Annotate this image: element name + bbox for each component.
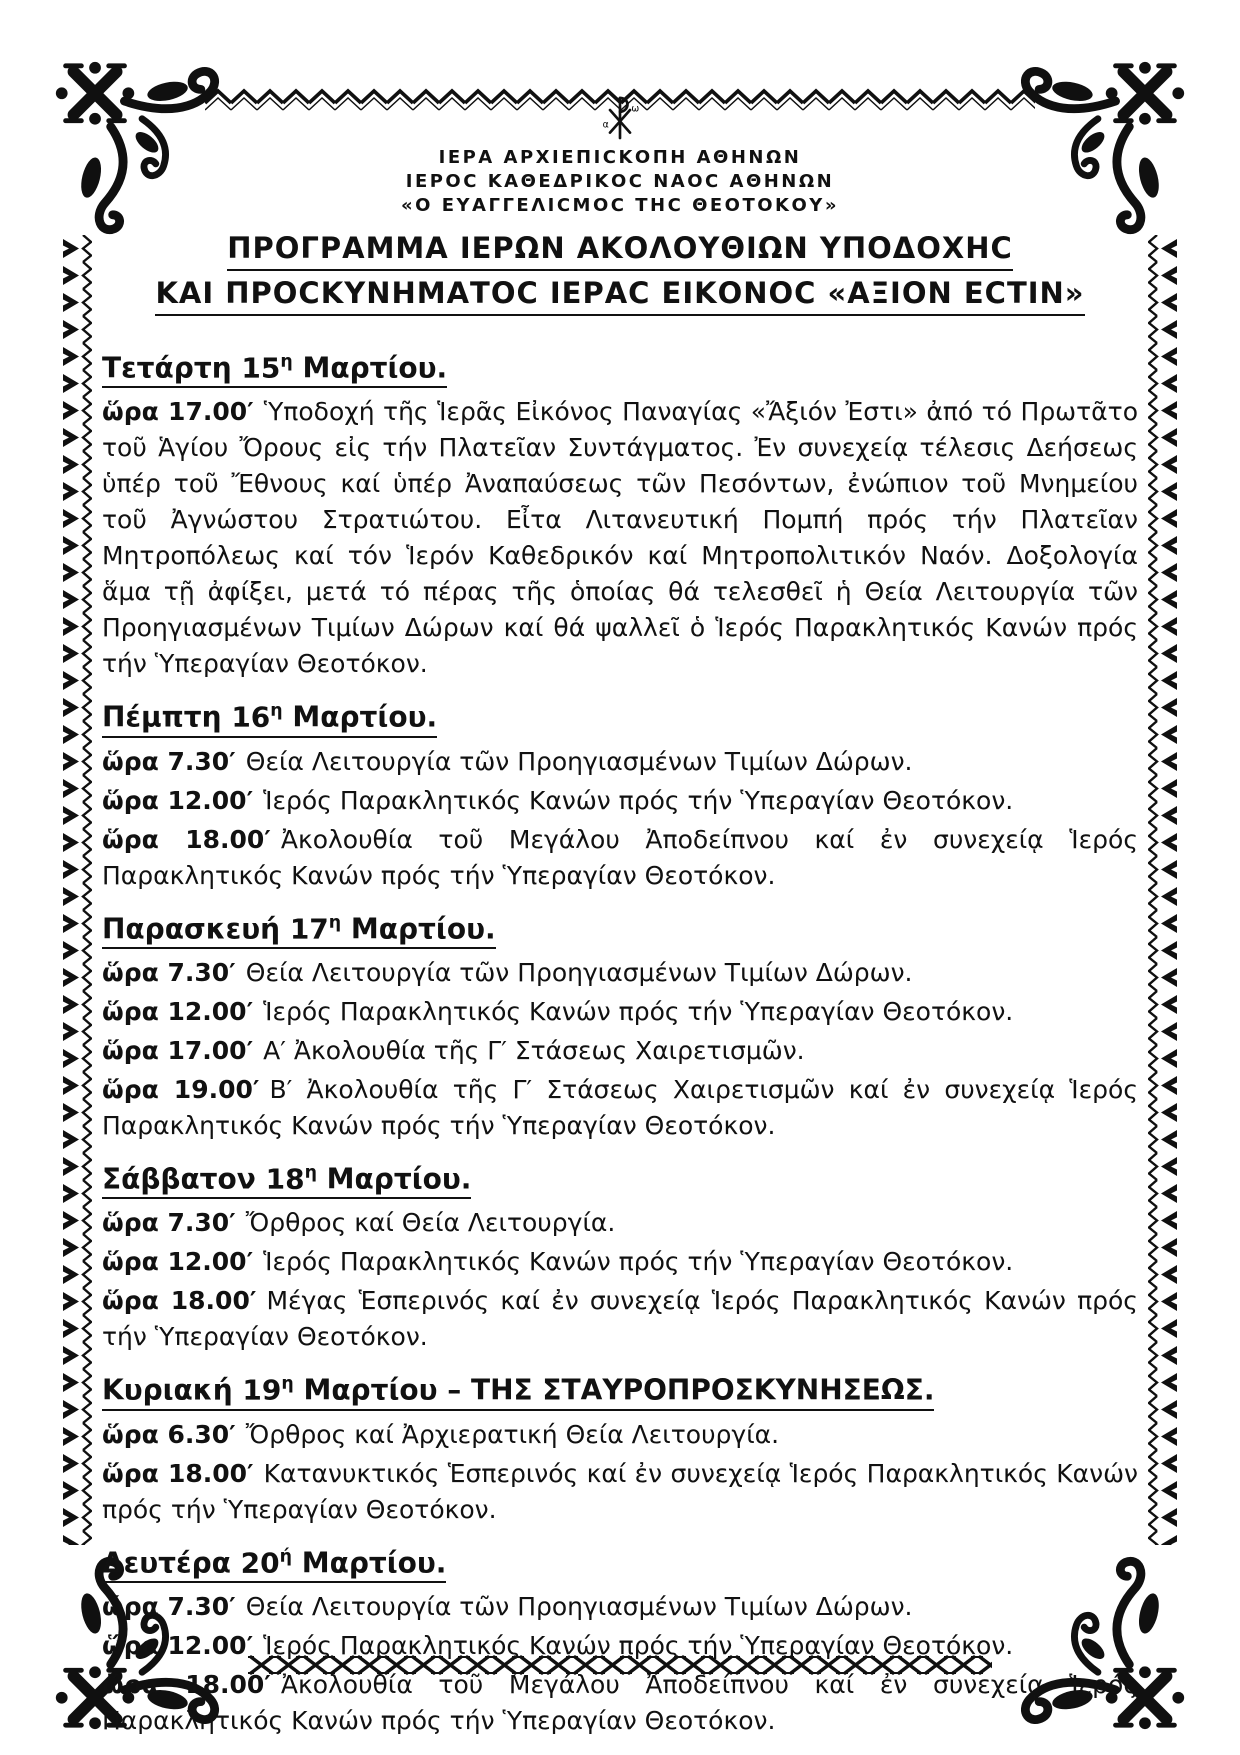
- left-chevron-border: [58, 235, 94, 1545]
- service-description: Β′ Ἀκολουθία τῆς Γ′ Στάσεως Χαιρετισμῶν καί ἐν συνεχείᾳ Ἱερός Παρακλητικός Κανών πρός τήν Ὑπεραγίαν Θεοτόκον.: [102, 1074, 1138, 1140]
- document-content: [102, 94, 1138, 1742]
- service-entry: [102, 783, 1138, 819]
- service-time: ὥρα 12.00′: [102, 1247, 254, 1277]
- schedule-body: [102, 336, 1138, 1739]
- service-time: ὥρα 17.00′: [102, 397, 254, 427]
- service-time: ὥρα 18.00′: [102, 824, 271, 854]
- service-description: Θεία Λειτουργία τῶν Προηγιασμένων Τιμίων Δώρων.: [245, 746, 913, 776]
- service-description: Θεία Λειτουργία τῶν Προηγιασμένων Τιμίων Δώρων.: [245, 1591, 913, 1621]
- service-entry: [102, 955, 1138, 991]
- title-line-2: ΚΑΙ ΠΡΟCΚΥΝΗΜΑΤΟC ΙΕΡΑC ΕΙΚΟΝΟC «ΑΞΙΟΝ ΕCΤΙΝ»: [155, 273, 1084, 316]
- service-entry: [102, 394, 1138, 682]
- service-entry: [102, 1667, 1138, 1739]
- service-description: Ἀκολουθία τοῦ Μεγάλου Ἀποδείπνου καί ἐν συνεχείᾳ Ἱερός Παρακλητικός Κανών πρός τήν Ὑπεραγίαν Θεοτόκον.: [102, 1669, 1139, 1735]
- church-name-line: «Ο ΕΥΑΓΓΕΛΙCΜΟC ΤΗC ΘΕΟΤΟΚΟΥ»: [401, 195, 839, 216]
- service-entry: [102, 1283, 1138, 1355]
- service-time: ὥρα 7.30′: [102, 1208, 236, 1238]
- service-entry: [102, 1033, 1138, 1069]
- service-description: Ὄρθρος καί Θεία Λειτουργία.: [245, 1208, 616, 1238]
- right-chevron-border: [1146, 235, 1182, 1545]
- service-time: ὥρα 12.00′: [102, 785, 254, 815]
- service-entry: [102, 1628, 1138, 1664]
- day-heading: Πέμπτη $16^\eta$ Μαρτίου.: [102, 695, 437, 737]
- service-time: ὥρα 19.00′: [102, 1074, 260, 1104]
- chi-rho-icon: [102, 94, 1138, 146]
- svg-text:α: α: [602, 119, 609, 131]
- day-section-friday-17: [102, 897, 1138, 1144]
- service-description: Ἱερός Παρακλητικός Κανών πρός τήν Ὑπεραγίαν Θεοτόκον.: [263, 1630, 1014, 1660]
- service-entry: [102, 1205, 1138, 1241]
- day-heading: Τετάρτη $15^\eta$ Μαρτίου.: [102, 346, 447, 388]
- svg-text:ω: ω: [631, 103, 640, 115]
- service-time: ὥρα 18.00′: [102, 1458, 254, 1488]
- cathedral-line: ΙΕΡΟC ΚΑΘΕΔΡΙΚΟC ΝΑΟC ΑΘΗΝΩΝ: [405, 171, 835, 192]
- service-description: Α′ Ἀκολουθία τῆς Γ′ Στάσεως Χαιρετισμῶν.: [263, 1035, 805, 1065]
- service-time: ὥρα 12.00′: [102, 996, 254, 1026]
- day-section-monday-20: [102, 1531, 1138, 1739]
- service-entry: [102, 1072, 1138, 1144]
- service-entry: [102, 822, 1138, 894]
- service-entry: [102, 744, 1138, 780]
- service-description: Ὑποδοχή τῆς Ἱερᾶς Εἰκόνος Παναγίας «Ἄξιόν Ἐστι» ἀπό τό Πρωτᾶτο τοῦ Ἁγίου Ὄρους εἰς τήν Πλατεῖαν Συντάγματος. Ἐν συνεχείᾳ τέλεσις Δεήσεως ὑπέρ τοῦ Ἔθνους καί ὑπέρ Ἀναπαύσεως τῶν Πεσόντων, ἐνώπιον τοῦ Μνημείου τοῦ Ἀγνώστου Στρατιώτου. Εἶτα Λιτανευτική Πομπή πρός τήν Πλατεῖαν Μητροπόλεως καί τόν Ἱερόν Καθεδρικόν καί Μητροπολιτικόν Ναόν. Δοξολογία ἅμα τῇ ἀφίξει, μετά τό πέρας τῆς ὁποίας θά τελεσθεῖ ἡ Θεία Λειτουργία τῶν Προηγιασμένων Τιμίων Δώρων καί θά ψαλλεῖ ὁ Ἱερός Παρακλητικός Κανών πρός τήν Ὑπεραγίαν Θεοτόκον.: [102, 397, 1138, 679]
- service-description: Θεία Λειτουργία τῶν Προηγιασμένων Τιμίων Δώρων.: [245, 957, 913, 987]
- service-description: Κατανυκτικός Ἑσπερινός καί ἐν συνεχείᾳ Ἱερός Παρακλητικός Κανών πρός τήν Ὑπεραγίαν Θεοτόκον.: [102, 1458, 1138, 1524]
- service-time: ὥρα 17.00′: [102, 1035, 254, 1065]
- service-description: Ἱερός Παρακλητικός Κανών πρός τήν Ὑπεραγίαν Θεοτόκον.: [263, 1247, 1014, 1277]
- service-entry: [102, 1417, 1138, 1453]
- service-description: Ὄρθρος καί Ἀρχιερατική Θεία Λειτουργία.: [245, 1419, 780, 1449]
- service-description: Ἀκολουθία τοῦ Μεγάλου Ἀποδείπνου καί ἐν συνεχείᾳ Ἱερός Παρακλητικός Κανών πρός τήν Ὑπεραγίαν Θεοτόκον.: [102, 824, 1139, 890]
- day-heading: Σάββατον $18^\eta$ Μαρτίου.: [102, 1157, 471, 1199]
- service-description: Μέγας Ἑσπερινός καί ἐν συνεχείᾳ Ἱερός Παρακλητικός Κανών πρός τήν Ὑπεραγίαν Θεοτόκον.: [102, 1286, 1138, 1352]
- service-time: ὥρα 7.30′: [102, 746, 236, 776]
- service-description: Ἱερός Παρακλητικός Κανών πρός τήν Ὑπεραγίαν Θεοτόκον.: [263, 785, 1014, 815]
- document-title: [102, 228, 1138, 318]
- service-entry: [102, 1244, 1138, 1280]
- day-heading: Δευτέρα $20^ή$ Μαρτίου.: [102, 1541, 446, 1583]
- archdiocese-line: ΙΕΡΑ ΑΡΧΙΕΠΙCΚΟΠΗ ΑΘΗΝΩΝ: [438, 147, 802, 168]
- service-time: ὥρα 12.00′: [102, 1630, 254, 1660]
- day-section-sunday-19: [102, 1358, 1138, 1527]
- service-time: ὥρα 7.30′: [102, 957, 236, 987]
- day-heading: Κυριακή $19^\eta$ Μαρτίου – ΤΗΣ ΣΤΑΥΡΟΠΡΟΣΚΥΝΗΣΕΩΣ.: [102, 1368, 934, 1410]
- service-description: Ἱερός Παρακλητικός Κανών πρός τήν Ὑπεραγίαν Θεοτόκον.: [263, 996, 1014, 1026]
- service-time: ὥρα 18.00′: [102, 1669, 271, 1699]
- service-entry: [102, 1456, 1138, 1528]
- masthead: [102, 94, 1138, 318]
- day-section-saturday-18: [102, 1147, 1138, 1355]
- day-section-wednesday-15: [102, 336, 1138, 682]
- service-time: ὥρα 7.30′: [102, 1591, 236, 1621]
- service-time: ὥρα 6.30′: [102, 1419, 236, 1449]
- day-section-thursday-16: [102, 685, 1138, 893]
- service-entry: [102, 1589, 1138, 1625]
- title-line-1: ΠΡΟΓΡΑΜΜΑ ΙΕΡΩΝ ΑΚΟΛΟΥΘΙΩΝ ΥΠΟΔΟΧΗC: [227, 228, 1013, 271]
- service-time: ὥρα 18.00′: [102, 1286, 257, 1316]
- service-entry: [102, 994, 1138, 1030]
- day-heading: Παρασκευή $17^\eta$ Μαρτίου.: [102, 907, 496, 949]
